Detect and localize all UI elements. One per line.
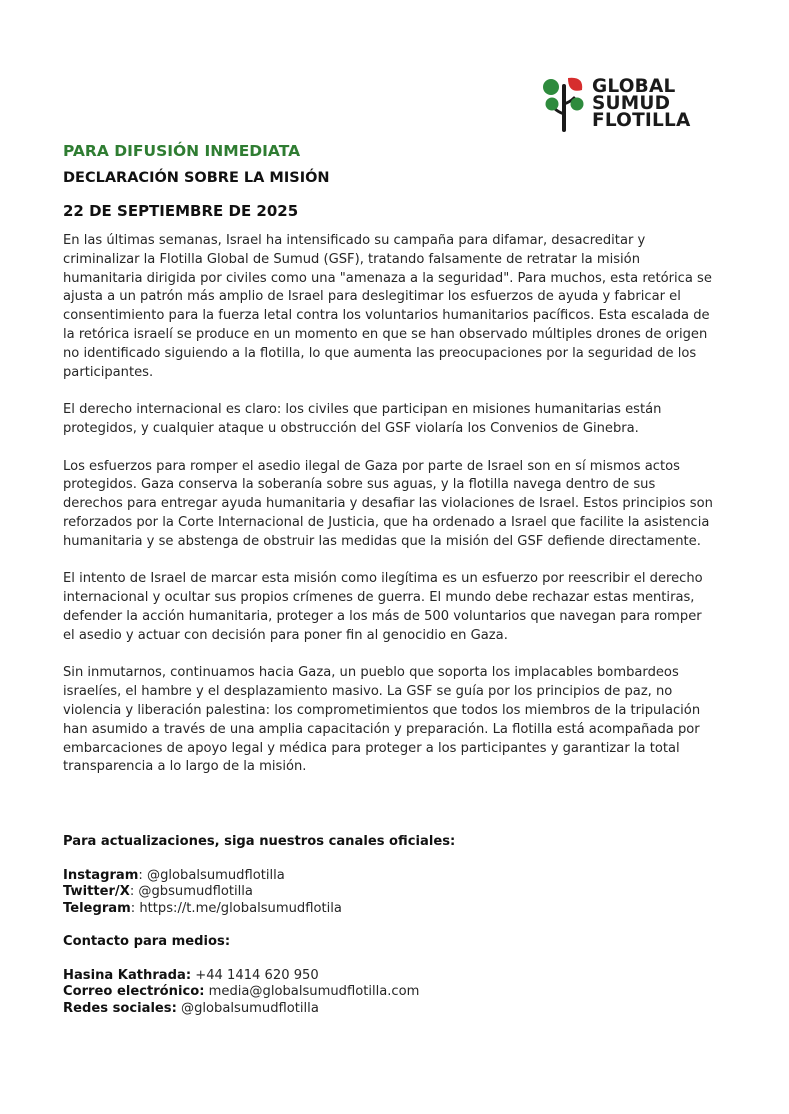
flotilla-leaf-icon <box>540 74 590 132</box>
logo-line-global: GLOBAL <box>592 75 676 97</box>
telegram-label: Telegram <box>63 900 131 916</box>
channels-heading: Para actualizaciones, siga nuestros canales oficiales: <box>63 834 456 849</box>
global-sumud-flotilla-logo <box>540 72 730 134</box>
email-label: Correo electrónico: <box>63 984 205 999</box>
social-label: Redes sociales: <box>63 1000 177 1016</box>
body-paragraph: El derecho internacional es claro: los civiles que participan en misiones humanitarias están protegidos, y cualquier ataque u obstrucción del GSF violaría los Convenios de Ginebra. <box>63 402 662 436</box>
contact-name-label: Hasina Kathrada: <box>63 967 192 983</box>
logo-line-sumud: SUMUD <box>592 92 671 114</box>
release-body <box>63 232 713 796</box>
body-paragraph: El intento de Israel de marcar esta misión como ilegítima es un esfuerzo por reescribir el derecho internacional y ocultar sus propios crímenes de guerra. El mundo debe rechazar estas mentiras, defender la acción humanitaria, proteger a los más de 500 voluntarios que navegan para romper el asedio y actuar con decisión para poner fin al genocidio en Gaza. <box>63 571 703 643</box>
body-paragraph: Los esfuerzos para romper el asedio ilegal de Gaza por parte de Israel son en sí mismos actos protegidos. Gaza conserva la soberanía sobre sus aguas, y la flotilla navega dentro de sus derechos para entregar ayuda humanitaria y desafiar las violaciones de Israel. Estos principios son reforzados por la Corte Internacional de Justicia, que ha ordenado a Israel que facilite la asistencia humanitaria y se abstenga de obstruir las medidas que la misión del GSF defiende directamente. <box>63 458 713 549</box>
media-contact-heading: Contacto para medios: <box>63 934 231 949</box>
body-paragraph: Sin inmutarnos, continuamos hacia Gaza, un pueblo que soporta los implacables bombardeos israelíes, el hambre y el desplazamiento masivo. La GSF se guía por los principios de paz, no violencia y liberación palestina: los comprometimientos que todos los miembros de la tripulación han asumido a través de una amplia capacitación y preparación. La flotilla está acompañada por embarcaciones de apoyo legal y médica para proteger a los participantes y garantizar la total transparencia a lo largo de la misión. <box>63 665 701 775</box>
phone-line <box>63 968 713 985</box>
body-paragraph: En las últimas semanas, Israel ha intensificado su campaña para difamar, desacreditar y criminalizar la Flotilla Global de Sumud (GSF), tratando falsamente de retratar la misión humanitaria dirigida por civiles como una "amenaza a la seguridad". Para muchos, esta retórica se ajusta a un patrón más amplio de Israel para deslegitimar los esfuerzos de ayuda y fabricar el consentimiento para la fuerza letal contra los voluntarios humanitarios pacíficos. Esta escalada de la retórica israelí se produce en un momento en que se han observado múltiples drones de origen no identificado siguiendo a la flotilla, lo que aumenta las preocupaciones por la seguridad de los participantes. <box>63 233 712 380</box>
contact-footer <box>63 834 713 1017</box>
logo-line-flotilla: FLOTILLA <box>592 109 691 131</box>
email-line <box>63 984 713 1001</box>
telegram-line <box>63 901 713 918</box>
twitter-line <box>63 884 713 901</box>
twitter-label: Twitter/X <box>63 884 130 899</box>
instagram-handle[interactable]: : @globalsumudflotilla <box>138 867 285 883</box>
release-date: 22 DE SEPTIEMBRE DE 2025 <box>63 202 299 220</box>
telegram-link[interactable]: : https://t.me/globalsumudflotila <box>130 900 342 916</box>
contact-email[interactable]: media@globalsumudflotilla.com <box>204 984 420 999</box>
twitter-handle[interactable]: : @gbsumudflotilla <box>129 884 253 899</box>
social-line <box>63 1001 713 1018</box>
instagram-line <box>63 868 713 885</box>
contact-phone[interactable]: +44 1414 620 950 <box>191 967 319 983</box>
instagram-label: Instagram <box>63 867 139 883</box>
logo-wordmark <box>592 75 691 131</box>
social-handle[interactable]: @globalsumudflotilla <box>176 1000 319 1016</box>
release-kicker: PARA DIFUSIÓN INMEDIATA <box>63 142 301 160</box>
release-title: DECLARACIÓN SOBRE LA MISIÓN <box>63 170 330 186</box>
